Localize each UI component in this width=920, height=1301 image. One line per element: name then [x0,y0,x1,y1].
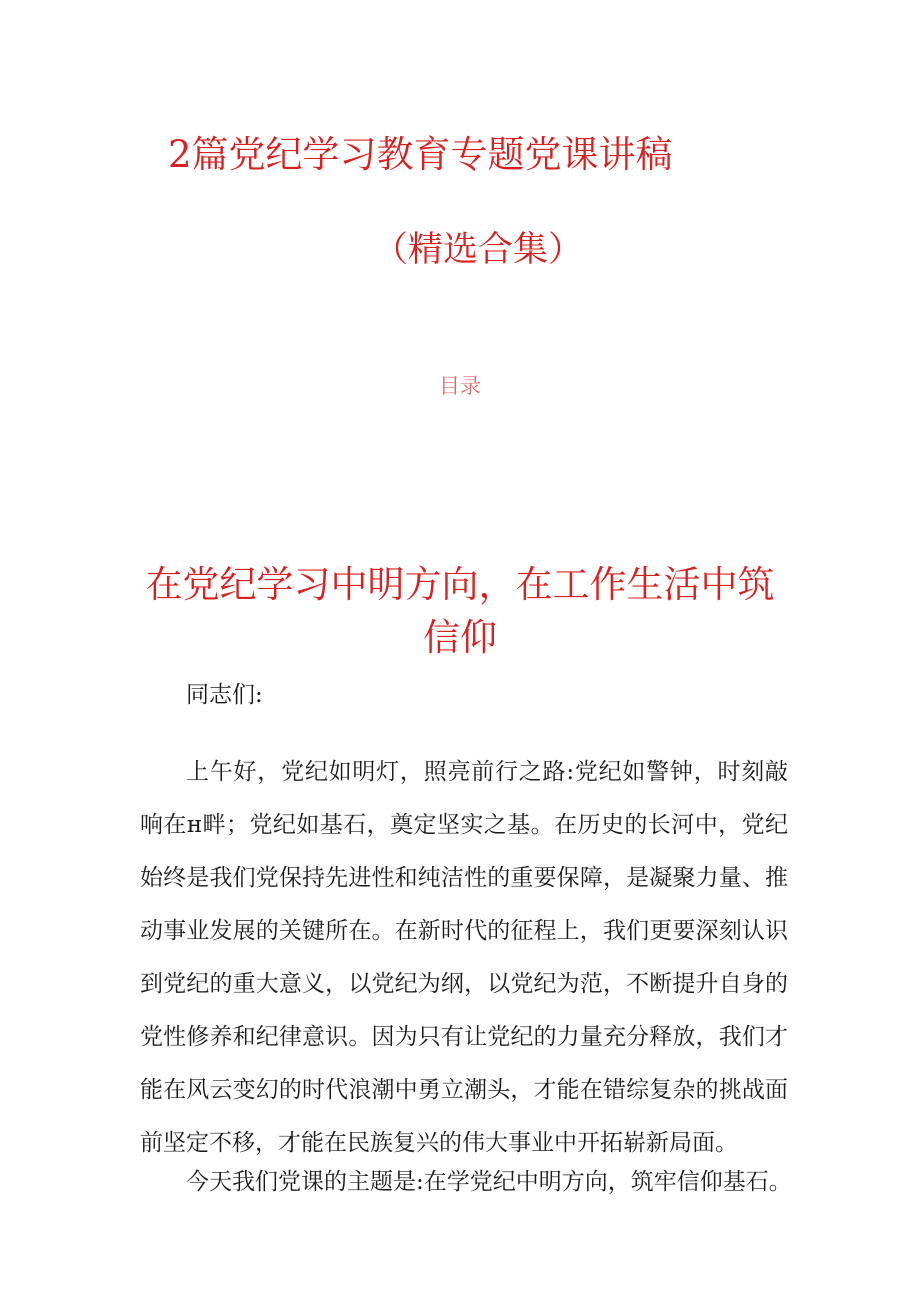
body-paragraph: 今天我们党课的主题是:在学党纪中明方向，筑牢信仰基石。 [186,1169,792,1195]
toc-heading: 目录 [439,374,481,398]
section-title: 在党纪学习中明方向，在工作生活中筑信仰 [145,563,775,659]
salutation: 同志们: [186,682,263,708]
document-subtitle: （精选合集） [372,230,583,270]
document-title: 2篇党纪学习教育专题党课讲稿 [168,133,673,176]
body-paragraph: 上午好，党纪如明灯，照亮前行之路:党纪如警钟，时刻敲响在н畔；党纪如基石，奠定坚实之基。在历史的长河中，党纪始终是我们党保持先进性和纯洁性的重要保障，是凝聚力量、推动事业发展的关键所在。在新时代的征程上，我们更要深刻认识到党纪的重大意义，以党纪为纲，以党纪为范，不断提升自身的党性修养和纪律意识。因为只有让党纪的力量充分释放，我们才能在风云变幻的时代浪潮中勇立潮头，才能在错综复杂的挑战面前坚定不移，才能在民族复兴的伟大事业中开拓崭新局面。 [140,759,788,1156]
